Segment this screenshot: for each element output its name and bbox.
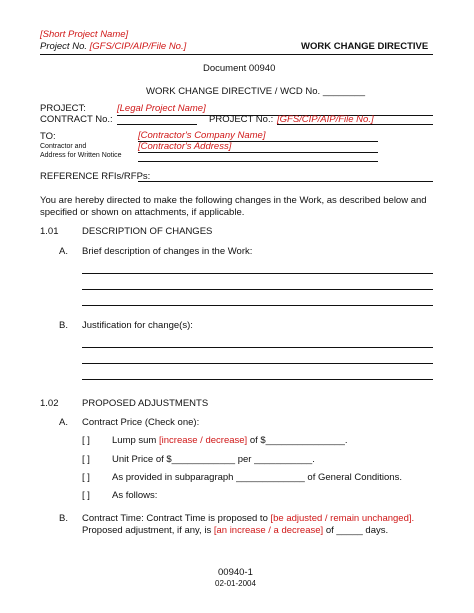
justification-line-3[interactable] bbox=[82, 379, 433, 380]
project-no-field-line[interactable] bbox=[277, 124, 433, 125]
section-102-num: 1.02 bbox=[40, 398, 59, 409]
option-subparagraph-checkbox[interactable]: [ ] bbox=[82, 472, 90, 483]
header-project-no-value: [GFS/CIP/AIP/File No.] bbox=[89, 41, 187, 52]
reference-label: REFERENCE RFIs/RFPs: bbox=[40, 171, 151, 182]
contract-time-pre: Contract Time: Contract Time is proposed to bbox=[82, 513, 268, 524]
project-label: PROJECT: bbox=[40, 103, 86, 114]
project-value: [Legal Project Name] bbox=[117, 103, 206, 114]
option-lump-sum-red: [increase / decrease] bbox=[159, 435, 248, 446]
contractor-address-line-2[interactable] bbox=[138, 161, 378, 162]
project-no-value: [GFS/CIP/AIP/File No.] bbox=[277, 114, 374, 125]
doc-number: Document 00940 bbox=[203, 63, 276, 74]
contract-time-line-2 bbox=[82, 525, 388, 536]
option-unit-price-checkbox[interactable]: [ ] bbox=[82, 454, 90, 465]
adjustment-pre: Proposed adjustment, if any, is bbox=[82, 525, 212, 536]
header-rule bbox=[40, 54, 433, 55]
section-101-title: DESCRIPTION OF CHANGES bbox=[82, 226, 213, 237]
header-doc-type: WORK CHANGE DIRECTIVE bbox=[301, 41, 429, 52]
option-as-follows-text: As follows: bbox=[112, 490, 158, 501]
header-project-no-label: Project No. bbox=[40, 41, 87, 52]
section-102-b-letter: B. bbox=[59, 513, 68, 524]
contractor-address-line[interactable] bbox=[138, 152, 378, 153]
to-sub2: Address for Written Notice bbox=[40, 152, 122, 159]
project-no-label: PROJECT No.: bbox=[209, 114, 274, 125]
section-101-num: 1.01 bbox=[40, 226, 59, 237]
intro-line-2: specified or shown on attachments, if applicable. bbox=[40, 207, 245, 218]
contract-time-red: [be adjusted / remain unchanged]. bbox=[270, 513, 415, 524]
option-lump-sum-text bbox=[112, 435, 348, 446]
footer-page: 00940-1 bbox=[218, 567, 253, 578]
section-102-a-text: Contract Price (Check one): bbox=[82, 417, 200, 428]
section-101-a-letter: A. bbox=[59, 246, 68, 257]
section-101-b-letter: B. bbox=[59, 320, 68, 331]
header-project-no bbox=[40, 41, 186, 52]
justification-line-1[interactable] bbox=[82, 347, 433, 348]
section-101-a-text: Brief description of changes in the Work: bbox=[82, 246, 253, 257]
description-line-3[interactable] bbox=[82, 305, 433, 306]
option-lump-sum-pre: Lump sum bbox=[112, 435, 157, 446]
to-label: TO: bbox=[40, 131, 56, 142]
directive-line: WORK CHANGE DIRECTIVE / WCD No. ________ bbox=[146, 86, 366, 97]
option-lump-sum-checkbox[interactable]: [ ] bbox=[82, 435, 90, 446]
reference-field-line[interactable] bbox=[138, 181, 433, 182]
contract-field-line[interactable] bbox=[117, 124, 197, 125]
contract-time-line-1 bbox=[82, 513, 414, 524]
project-field-line[interactable] bbox=[117, 115, 433, 116]
section-102-a-letter: A. bbox=[59, 417, 68, 428]
option-as-follows-checkbox[interactable]: [ ] bbox=[82, 490, 90, 501]
contractor-name: [Contractor's Company Name] bbox=[138, 130, 266, 141]
section-102-title: PROPOSED ADJUSTMENTS bbox=[82, 398, 209, 409]
intro-line-1: You are hereby directed to make the following changes in the Work, as described below and bbox=[40, 195, 427, 206]
short-project-name: [Short Project Name] bbox=[40, 29, 129, 40]
footer-date: 02-01-2004 bbox=[215, 579, 256, 588]
description-line-2[interactable] bbox=[82, 289, 433, 290]
contractor-address: [Contractor's Address] bbox=[138, 141, 232, 152]
option-subparagraph-text: As provided in subparagraph _____________ of General Conditions. bbox=[112, 472, 402, 483]
adjustment-post: of _____ days. bbox=[325, 525, 389, 536]
section-101-b-text: Justification for change(s): bbox=[82, 320, 193, 331]
option-unit-price-text: Unit Price of $____________ per ___________. bbox=[112, 454, 315, 465]
contract-label: CONTRACT No.: bbox=[40, 114, 113, 125]
adjustment-red: [an increase / a decrease] bbox=[213, 525, 324, 536]
justification-line-2[interactable] bbox=[82, 363, 433, 364]
description-line-1[interactable] bbox=[82, 273, 433, 274]
to-sub1: Contractor and bbox=[40, 143, 87, 150]
option-lump-sum-post: of $_______________. bbox=[249, 435, 348, 446]
